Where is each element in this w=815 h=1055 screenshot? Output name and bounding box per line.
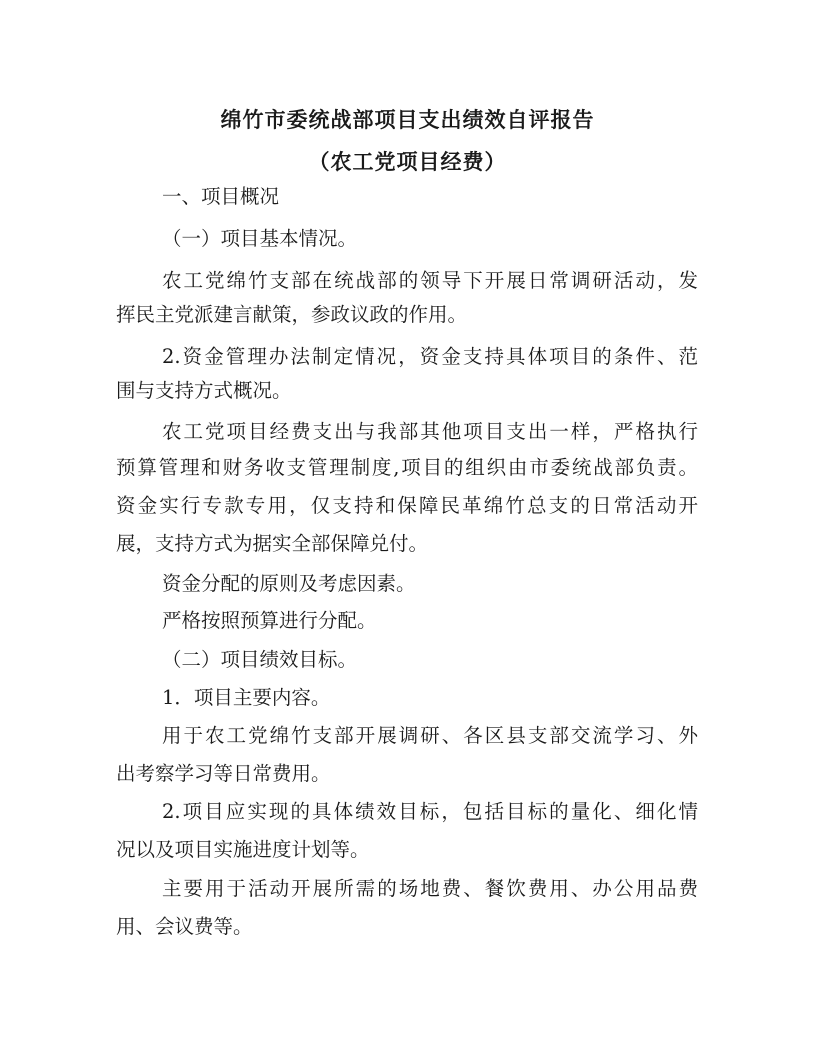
paragraph-line: 展，支持方式为据实全部保障兑付。 [116,532,429,555]
paragraph-line: 用于农工党绵竹支部开展调研、各区县支部交流学习、外 [162,724,698,747]
paragraph-line: 2.项目应实现的具体绩效目标，包括目标的量化、细化情 [162,800,698,823]
paragraph-line: 出考察学习等日常费用。 [116,762,331,785]
paragraph-line: 严格按照预算进行分配。 [162,609,377,632]
paragraph-line: 用、会议费等。 [116,915,253,938]
paragraph-line: 农工党绵竹支部在统战部的领导下开展日常调研活动，发 [162,269,698,292]
paragraph-line: 预算管理和财务收支管理制度,项目的组织由市委统战部负责。 [116,456,698,479]
paragraph-line: 资金实行专款专用，仅支持和保障民革绵竹总支的日常活动开 [116,494,698,517]
subsection-heading: （二）项目绩效目标。 [162,648,358,671]
subsection-heading: （一）项目基本情况。 [162,227,358,250]
document-subtitle: （农工党项目经费） [308,150,507,174]
paragraph-line: 围与支持方式概况。 [116,379,292,402]
paragraph-line: 2.资金管理办法制定情况，资金支持具体项目的条件、范 [162,345,698,368]
section-heading: 一、项目概况 [162,185,280,208]
paragraph-line: 资金分配的原则及考虑因素。 [162,572,416,595]
document-title: 绵竹市委统战部项目支出绩效自评报告 [220,108,595,132]
list-item-heading: 1．项目主要内容。 [162,686,331,709]
paragraph-line: 农工党项目经费支出与我部其他项目支出一样，严格执行 [162,420,698,443]
paragraph-line: 挥民主党派建言献策，参政议政的作用。 [116,303,468,326]
paragraph-line: 况以及项目实施进度计划等。 [116,838,370,861]
paragraph-line: 主要用于活动开展所需的场地费、餐饮费用、办公用品费 [162,877,698,900]
